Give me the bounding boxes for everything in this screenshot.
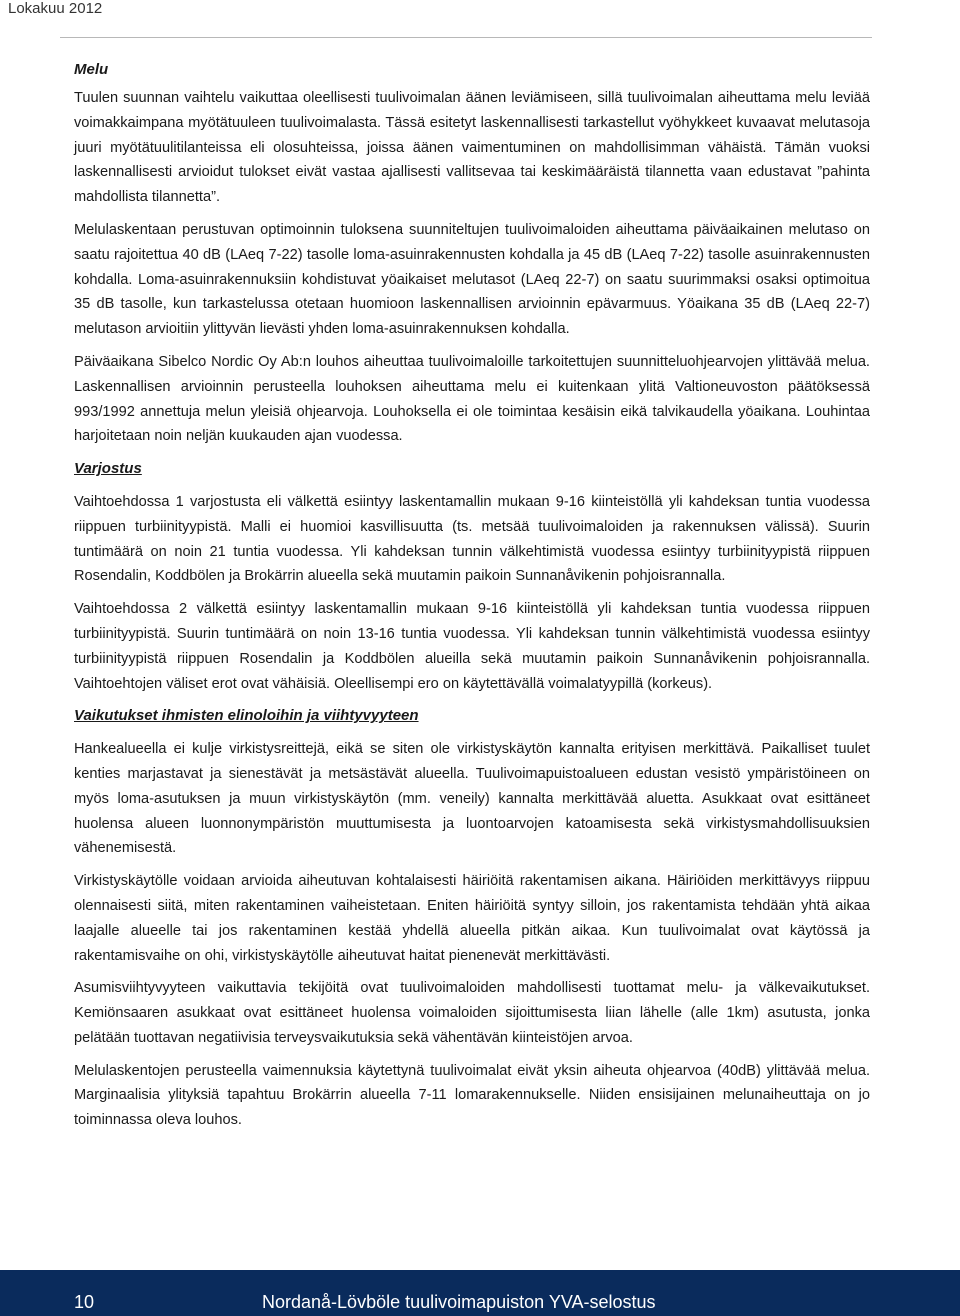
document-body	[74, 58, 870, 1141]
footer-title: Nordanå-Lövböle tuulivoimapuiston YVA-selostus	[262, 1292, 656, 1312]
paragraph: Tuulen suunnan vaihtelu vaikuttaa oleellisesti tuulivoimalan äänen leviämiseen, sillä tuulivoimalan aiheuttama melu leviää voimakkaimpana myötätuuleen tuulivoimalasta. Tässä esitetyt laskennallisesti tarkastellut vyöhykkeet kuvaavat melutasoja juuri myötätuulitilanteissa eli olosuhteissa, joissa äänen vaimentuminen on mahdollisimman vähäistä. Tämän vuoksi laskennallisesti arvioidut tulokset eivät vastaa ajallisesti vallitsevaa tai keskimääräistä tilannetta vaan edustavat ”pahinta mahdollista tilannetta”.	[74, 90, 870, 206]
paragraph: Melulaskentaan perustuvan optimoinnin tuloksena suunniteltujen tuulivoimaloiden aiheuttama päiväaikainen melutaso on saatu rajoitettua 40 dB (LAeq 7-22) tasolle loma-asuinrakennusten kohdalla ja 45 dB (LAeq 7-22) tasolle asuinrakennusten kohdalla. Loma-asuinrakennuksiin kohdistuvat yöaikaiset melutasot (LAeq 22-7) on saatu suurimmaksi osaksi optimoitua 35 dB tasolle, kun tarkastelussa otetaan huomioon laskennallisen arvioinnin epävarmuus. Yöaikana 35 dB (LAeq 22-7) melutason arvioitiin ylittyvän lievästi yhden loma-asuinrakennuksen kohdalla.	[74, 221, 870, 338]
section-heading-vaikutukset: Vaikutukset ihmisten elinoloihin ja viihtyvyyteen	[74, 707, 419, 725]
header-divider	[60, 37, 872, 38]
page-footer	[0, 1270, 960, 1316]
paragraph: Vaihtoehdossa 2 välkettä esiintyy laskentamallin mukaan 9-16 kiinteistöllä yli kahdeksan tuntia vuodessa riippuen turbiinityypistä. Suurin tuntimäärä on noin 13-16 tuntia vuodessa. Yli kahdeksan tunnin välkehtimistä vuodessa esiintyy turbiinityypistä riippuen Rosendalin ja Koddbölen alueilla sekä muutamin paikoin Sunnanåvikenin pohjoisrannalla. Vaihtoehtojen väliset erot ovat vähäisiä. Oleellisempi ero on käytettävällä voimalatyypillä (korkeus).	[74, 601, 870, 692]
paragraph: Virkistyskäytölle voidaan arvioida aiheutuvan kohtalaisesti häiriöitä rakentamisen aikana. Häiriöiden merkittävyys riippuu olennaisesti siitä, miten rakentaminen vaiheistetaan. Eniten häiriöitä syntyy silloin, jos rakentamista tehdään yhtä aikaa laajalle alueelle tai jos rakentaminen kestää yhdellä alueella pitkän aikaa. Kun tuulivoimalat ovat käytössä ja rakentamisvaihe on ohi, virkistyskäytölle aiheutuvat haitat pienenevät merkittävästi.	[74, 873, 870, 964]
section-heading-melu: Melu	[74, 61, 109, 78]
paragraph: Hankealueella ei kulje virkistysreittejä, eikä se siten ole virkistyskäytön kannalta erityisen merkittävä. Paikalliset tuulet kenties marjastavat ja sienestävät ja metsästävät alueella. Tuulivoimapuistoalueen edustan vesistö ympäristöineen on myös loma-asutuksen ja muun virkistyskäytön (mm. veneily) kannalta merkittävää aluetta. Asukkaat ovat esittäneet huolensa alueen luonnonympäristön muuttumisesta ja luontoarvojen katoamisesta sekä virkistysmahdollisuuksien vähenemisestä.	[74, 741, 870, 857]
running-header: Lokakuu 2012	[8, 0, 103, 17]
page-number: 10	[74, 1292, 95, 1312]
paragraph: Asumisviihtyvyyteen vaikuttavia tekijöitä ovat tuulivoimaloiden mahdollisesti tuottamat melu- ja välkevaikutukset. Kemiönsaaren asukkaat ovat esittäneet huolensa voimaloiden sijoittumisesta liian lähelle (alle 1km) asutusta, jonka pelätään tuottavan negatiivisia terveysvaikutuksia sekä vähentävän kiinteistöjen arvoa.	[74, 980, 870, 1046]
section-heading-varjostus: Varjostus	[74, 460, 142, 478]
paragraph: Melulaskentojen perusteella vaimennuksia käytettynä tuulivoimalat eivät yksin aiheuta ohjearvoa (40dB) ylittävää melua. Marginaalisia ylityksiä tapahtuu Brokärrin alueella 7-11 lomarakennukselle. Niiden ensisijainen melunaiheuttaja on jo toiminnassa oleva louhos.	[74, 1062, 870, 1129]
paragraph: Päiväaikana Sibelco Nordic Oy Ab:n louhos aiheuttaa tuulivoimaloille tarkoitettujen suunnitteluohjearvojen ylittävää melua. Laskennallisen arvioinnin perusteella louhoksen aiheuttama melu ei kuitenkaan ylitä Valtioneuvoston päätöksessä 993/1992 annettuja melun yleisiä ohjearvoja. Louhoksella ei ole toimintaa kesäisin eikä talvikaudella yöaikana. Louhintaa harjoitetaan noin neljän kuukauden ajan vuodessa.	[74, 353, 870, 445]
paragraph: Vaihtoehdossa 1 varjostusta eli välkettä esiintyy laskentamallin mukaan 9-16 kiinteistöllä yli kahdeksan tuntia vuodessa riippuen turbiinityypistä. Malli ei huomioi kasvillisuutta (ts. metsää tuulivoimaloiden ja rakennuksen välissä). Suurin tuntimäärä on noin 21 tuntia vuodessa. Yli kahdeksan tunnin välkehtimistä vuodessa esiintyy turbiinityypistä riippuen Rosendalin, Koddbölen ja Brokärrin alueella sekä muutamin paikoin Sunnanåvikenin pohjoisrannalla.	[74, 493, 870, 585]
